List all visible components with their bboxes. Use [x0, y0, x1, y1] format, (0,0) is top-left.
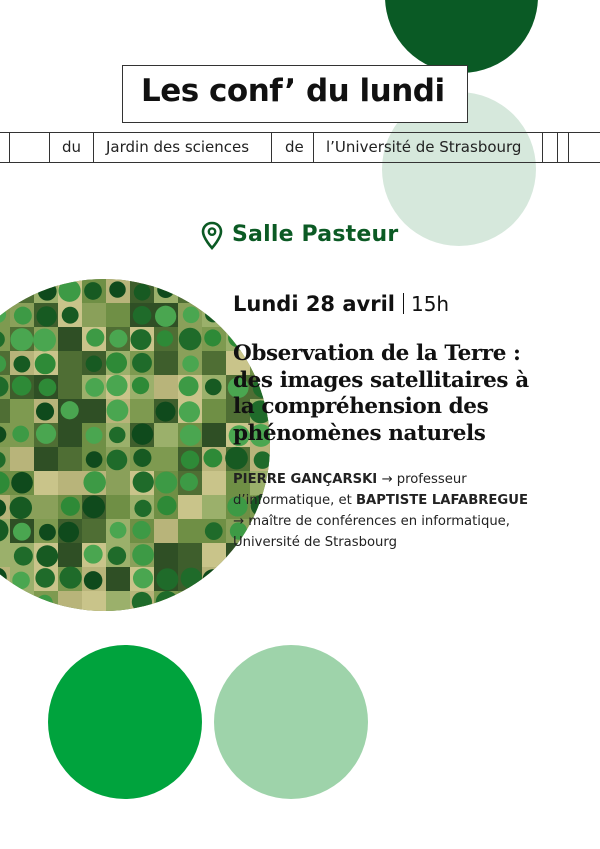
- field-tile: [202, 351, 226, 375]
- crop-circle: [156, 568, 178, 590]
- crop-circle: [14, 547, 33, 566]
- crop-circle: [37, 595, 53, 611]
- field-tile: [58, 351, 82, 375]
- field-tile: [178, 543, 202, 567]
- crop-circle: [179, 328, 202, 351]
- crop-circle: [230, 571, 248, 589]
- subtitle-du: du: [62, 138, 82, 156]
- crop-circle: [86, 356, 102, 372]
- crop-circle: [59, 566, 81, 588]
- title-box: [122, 65, 468, 123]
- crop-circle: [205, 522, 223, 540]
- speaker-1-role-cont: d’informatique, et: [233, 493, 352, 508]
- crop-circle: [134, 284, 151, 301]
- crop-circle: [181, 568, 202, 589]
- crop-circle: [132, 544, 154, 566]
- crop-circle: [133, 306, 152, 325]
- field-tile: [106, 567, 130, 591]
- crop-circle: [82, 496, 105, 519]
- map-pin-icon: [201, 221, 223, 251]
- field-tile: [202, 471, 226, 495]
- crop-circle: [86, 328, 104, 346]
- crop-circle: [85, 427, 102, 444]
- crop-circle: [155, 306, 176, 327]
- crop-circle: [130, 329, 151, 350]
- crop-circle: [110, 522, 127, 539]
- field-tile: [58, 591, 82, 611]
- crop-circle: [157, 330, 173, 346]
- field-tile: [58, 327, 82, 351]
- crop-circle: [36, 402, 54, 420]
- crop-circle: [14, 356, 31, 373]
- speaker-1-name: PIERRE GANÇARSKI: [233, 472, 378, 487]
- crop-circle: [86, 451, 103, 468]
- field-tile: [202, 543, 226, 567]
- date-separator: [403, 293, 404, 314]
- crop-circle: [35, 353, 56, 374]
- crop-circle: [107, 400, 129, 422]
- field-tile: [82, 519, 106, 543]
- field-tile: [106, 495, 130, 519]
- speaker-1-role: professeur: [396, 472, 467, 487]
- crop-circle: [204, 329, 221, 346]
- crop-circle: [33, 329, 56, 352]
- field-tile: [202, 567, 226, 591]
- crop-circle: [39, 524, 56, 541]
- field-tile: [130, 399, 154, 423]
- field-tile: [58, 471, 82, 495]
- crop-circle: [11, 592, 33, 611]
- crop-circle: [107, 450, 128, 471]
- crop-circle: [58, 280, 80, 302]
- decorative-circle-light: [214, 645, 368, 799]
- crop-circle: [36, 424, 56, 444]
- talk-title-line: Observation de la Terre :: [233, 341, 521, 366]
- arrow-icon: →: [381, 472, 393, 487]
- crop-circle: [132, 353, 152, 373]
- page-title: Les conf’ du lundi: [141, 73, 445, 109]
- field-tile: [10, 591, 34, 611]
- crop-circle: [205, 281, 223, 299]
- field-tile: [10, 399, 34, 423]
- field-tile: [58, 447, 82, 471]
- crop-circle: [13, 523, 31, 541]
- subtitle-universite: l’Université de Strasbourg: [326, 138, 522, 156]
- crop-circle: [202, 569, 223, 590]
- crop-circle: [36, 306, 56, 326]
- crop-circle: [0, 595, 7, 611]
- field-tile: [154, 519, 178, 543]
- crop-circle: [254, 592, 270, 611]
- arrow-icon: →: [233, 514, 245, 529]
- crop-circle: [133, 449, 151, 467]
- crop-circle: [61, 401, 79, 419]
- crop-circle: [106, 352, 127, 373]
- talk-title-line: la compréhension des: [233, 394, 489, 419]
- field-tile: [34, 591, 58, 611]
- crop-circle: [179, 376, 199, 396]
- crop-circle: [225, 447, 248, 470]
- crop-circle: [39, 378, 57, 396]
- field-tile: [178, 591, 202, 611]
- field-tile: [10, 279, 34, 303]
- field-tile: [82, 303, 106, 327]
- field-tile: [202, 399, 226, 423]
- field-tile: [0, 279, 10, 303]
- crop-circle: [133, 471, 154, 492]
- field-tile: [82, 399, 106, 423]
- affiliation: Université de Strasbourg: [233, 535, 397, 550]
- crop-circle: [10, 328, 33, 351]
- field-tile: [34, 447, 58, 471]
- field-tile: [0, 543, 10, 567]
- crop-circle: [0, 280, 8, 301]
- crop-circle: [183, 307, 200, 324]
- field-tile: [0, 399, 10, 423]
- subtitle-strip: [0, 132, 600, 163]
- field-tile: [34, 495, 58, 519]
- venue-name: Salle Pasteur: [232, 222, 399, 247]
- crop-circle: [109, 427, 125, 443]
- crop-circle: [156, 402, 176, 422]
- crop-circle: [132, 377, 149, 394]
- event-datetime: [233, 292, 449, 316]
- field-tile: [202, 495, 226, 519]
- crop-circle: [38, 282, 57, 301]
- crop-circle: [205, 306, 221, 322]
- crop-circle: [203, 449, 222, 468]
- field-tile: [178, 495, 202, 519]
- crop-circle: [62, 307, 79, 324]
- crop-circle: [108, 547, 126, 565]
- speaker-2-name: BAPTISTE LAFABREGUE: [355, 493, 528, 508]
- crop-circle: [157, 281, 174, 298]
- speakers: [233, 469, 578, 553]
- decorative-circle-dark: [385, 0, 538, 73]
- crop-circle: [14, 307, 32, 325]
- field-tile: [82, 591, 106, 611]
- field-tile: [202, 591, 226, 611]
- event-time: 15h: [410, 292, 450, 316]
- field-tile: [106, 471, 130, 495]
- crop-circle: [84, 545, 103, 564]
- field-tile: [0, 591, 10, 611]
- crop-circle: [12, 426, 29, 443]
- crop-circle: [179, 591, 200, 611]
- crop-circle: [61, 497, 80, 516]
- field-tile: [250, 591, 270, 611]
- crop-circle: [58, 522, 79, 543]
- crop-circle: [134, 500, 151, 517]
- talk-title-line: des images satellitaires à: [233, 367, 529, 393]
- field-tile: [10, 447, 34, 471]
- crop-circle: [106, 375, 127, 396]
- crop-circle: [205, 379, 222, 396]
- crop-circle: [12, 376, 32, 396]
- event-date: Lundi 28 avril: [233, 292, 395, 316]
- field-tile: [178, 279, 202, 303]
- crop-circle: [84, 571, 103, 590]
- field-tile: [226, 567, 250, 591]
- crop-circle: [35, 568, 55, 588]
- field-tile: [202, 279, 226, 303]
- crop-circle: [10, 497, 32, 519]
- crop-circle: [109, 330, 127, 348]
- field-tile: [154, 375, 178, 399]
- crop-circle: [155, 472, 177, 494]
- crop-circle: [36, 545, 58, 567]
- subtitle-de: de: [285, 138, 304, 156]
- decorative-circle-green: [48, 645, 202, 799]
- subtitle-jardin: Jardin des sciences: [106, 138, 250, 156]
- field-tile: [226, 591, 250, 611]
- crop-circle: [179, 401, 200, 422]
- crop-circle: [85, 378, 104, 397]
- field-tile: [58, 423, 82, 447]
- field-tile: [154, 351, 178, 375]
- crop-circle: [180, 473, 198, 491]
- satellite-crop-fields-image: [0, 279, 270, 611]
- field-tile: [106, 591, 130, 611]
- crop-circle: [83, 471, 106, 494]
- talk-title: [233, 341, 578, 447]
- crop-circle: [132, 423, 154, 445]
- crop-circle: [11, 472, 33, 494]
- crop-circle: [12, 572, 30, 590]
- field-tile: [34, 471, 58, 495]
- field-tile: [58, 543, 82, 567]
- crop-circle: [182, 356, 199, 373]
- field-tile: [154, 423, 178, 447]
- crop-circle: [109, 281, 125, 297]
- field-tile: [154, 543, 178, 567]
- crop-circle: [84, 282, 102, 300]
- crop-circle: [132, 521, 150, 539]
- crop-circle: [133, 568, 153, 588]
- field-tile: [202, 423, 226, 447]
- crop-circle: [181, 451, 199, 469]
- field-tile: [178, 519, 202, 543]
- crop-circle: [180, 425, 201, 446]
- crop-circle: [157, 496, 176, 515]
- field-tile: [106, 303, 130, 327]
- field-tile: [154, 447, 178, 471]
- talk-title-line: phénomènes naturels: [233, 420, 486, 446]
- field-tile: [250, 567, 270, 591]
- speaker-2-role: maître de conférences en informatique,: [248, 514, 510, 529]
- field-tile: [58, 375, 82, 399]
